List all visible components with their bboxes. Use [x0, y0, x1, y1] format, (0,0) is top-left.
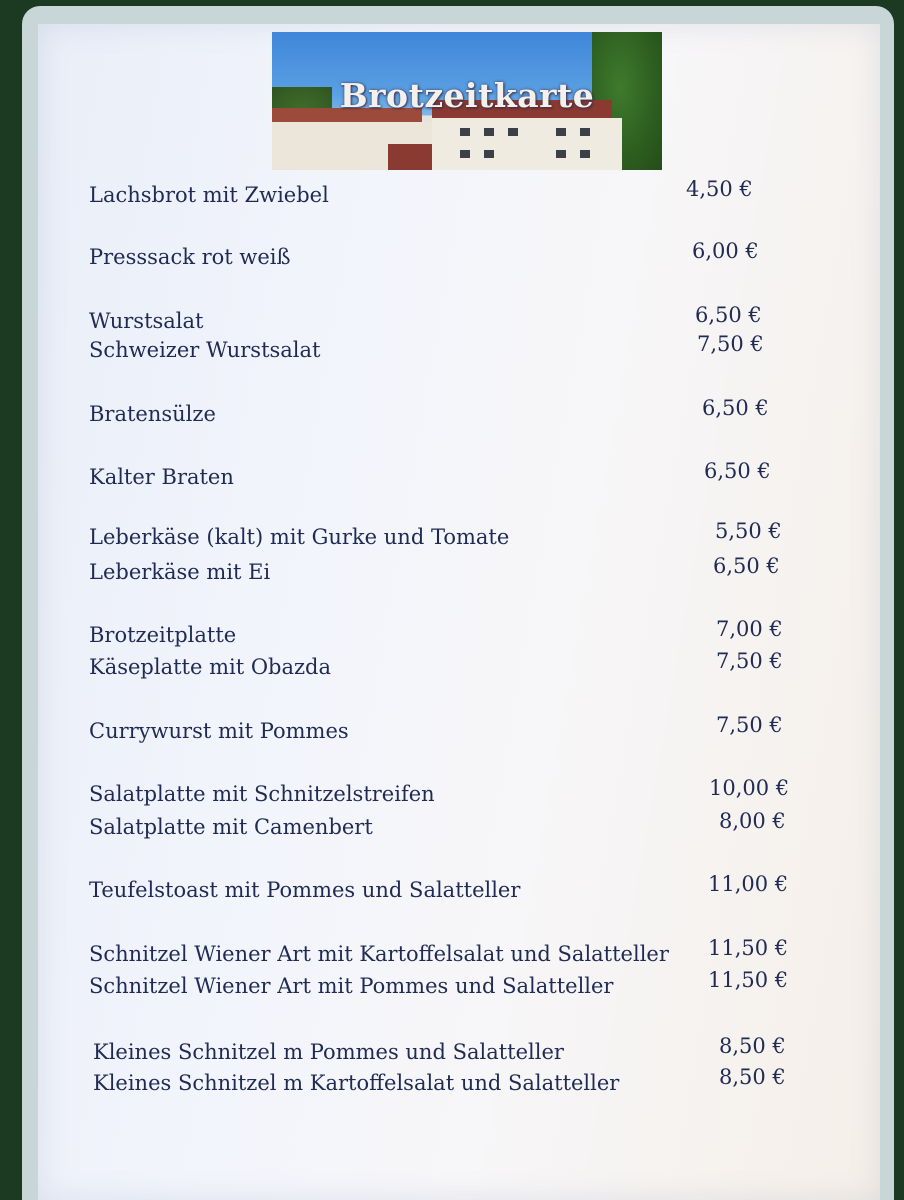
header-photo [272, 32, 662, 170]
menu-item [0, 1065, 904, 1101]
menu-item [0, 872, 904, 908]
item-price: 6,50 € [695, 303, 762, 327]
item-name: Currywurst mit Pommes [89, 719, 349, 743]
menu-item [0, 519, 904, 555]
item-name: Schweizer Wurstsalat [89, 338, 321, 362]
item-price: 11,50 € [708, 936, 789, 960]
header-window [556, 128, 566, 136]
item-name: Wurstsalat [89, 309, 204, 333]
item-name: Schnitzel Wiener Art mit Pommes und Salatteller [89, 974, 614, 998]
header-house-wall [432, 118, 622, 170]
item-price: 6,00 € [692, 239, 759, 263]
item-name: Käseplatte mit Obazda [89, 655, 332, 679]
menu-item [0, 239, 904, 275]
menu-item [0, 554, 904, 590]
item-price: 10,00 € [709, 776, 790, 800]
menu-title: Brotzeitkarte [339, 76, 595, 115]
item-name: Salatplatte mit Schnitzelstreifen [89, 782, 435, 806]
menu-item [0, 968, 904, 1004]
item-price: 6,50 € [704, 459, 771, 483]
header-window [556, 150, 566, 158]
header-window [580, 128, 590, 136]
header-window [484, 128, 494, 136]
item-name: Schnitzel Wiener Art mit Kartoffelsalat und Salatteller [89, 942, 669, 966]
item-price: 7,50 € [716, 649, 783, 673]
item-price: 7,00 € [716, 617, 783, 641]
header-barn-door [388, 144, 432, 170]
item-price: 11,50 € [708, 968, 789, 992]
item-price: 8,50 € [719, 1065, 786, 1089]
item-name: Kleines Schnitzel m Kartoffelsalat und Salatteller [93, 1071, 620, 1095]
item-name: Kalter Braten [89, 465, 234, 489]
item-price: 7,50 € [716, 713, 783, 737]
item-price: 11,00 € [708, 872, 789, 896]
item-name: Teufelstoast mit Pommes und Salatteller [89, 878, 521, 902]
menu-item [0, 332, 904, 368]
menu-item [0, 809, 904, 845]
header-window [460, 128, 470, 136]
item-name: Leberkäse (kalt) mit Gurke und Tomate [89, 525, 510, 549]
item-price: 8,00 € [719, 809, 786, 833]
item-price: 6,50 € [702, 396, 769, 420]
item-name: Leberkäse mit Ei [89, 560, 271, 584]
header-window [460, 150, 470, 158]
menu-item [0, 776, 904, 812]
menu-item [0, 396, 904, 432]
item-price: 8,50 € [719, 1034, 786, 1058]
item-name: Bratensülze [89, 402, 216, 426]
menu-item [0, 177, 904, 213]
item-name: Kleines Schnitzel m Pommes und Salatteller [93, 1040, 564, 1064]
menu-item [0, 649, 904, 685]
item-price: 7,50 € [697, 332, 764, 356]
header-window [508, 128, 518, 136]
item-name: Salatplatte mit Camenbert [89, 815, 373, 839]
header-window [580, 150, 590, 158]
item-name: Lachsbrot mit Zwiebel [89, 183, 329, 207]
item-price: 4,50 € [686, 177, 753, 201]
menu-item [0, 303, 904, 339]
item-price: 5,50 € [715, 519, 782, 543]
item-price: 6,50 € [713, 554, 780, 578]
item-name: Brotzeitplatte [89, 623, 237, 647]
header-window [484, 150, 494, 158]
menu-item [0, 713, 904, 749]
item-name: Presssack rot weiß [89, 245, 291, 269]
menu-item [0, 459, 904, 495]
